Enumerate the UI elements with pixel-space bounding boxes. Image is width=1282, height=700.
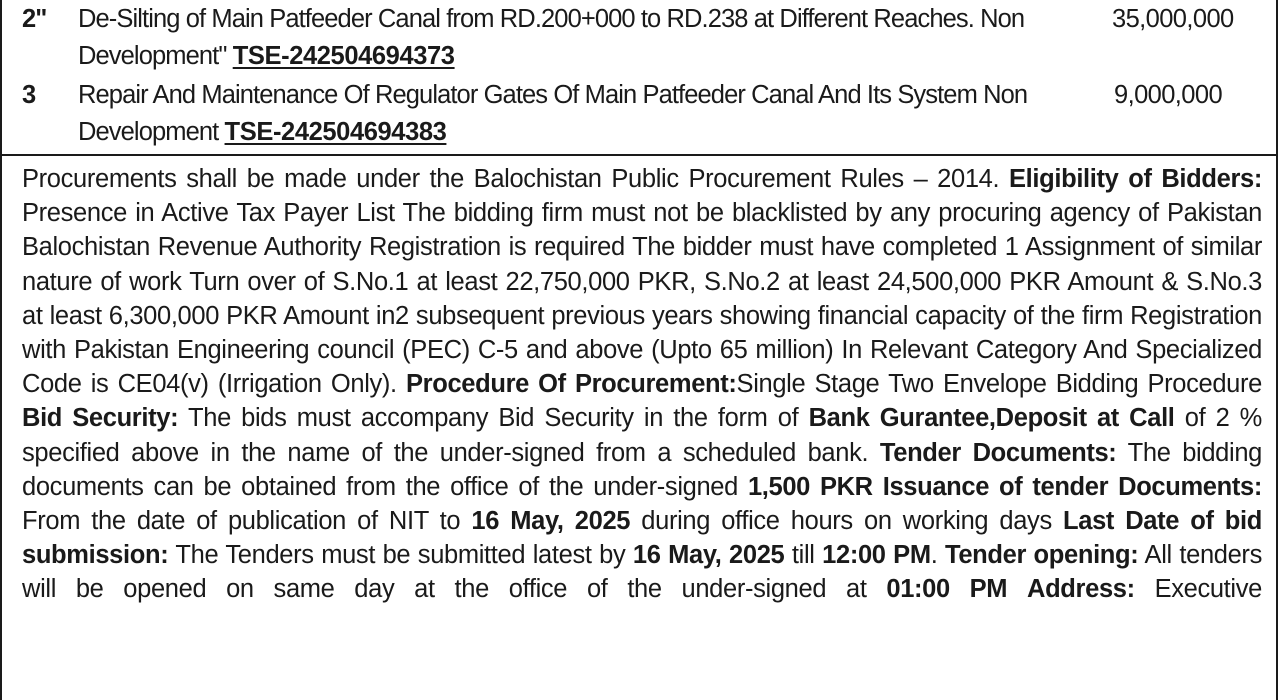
procedure-label: Procedure Of Procurement: — [406, 370, 737, 399]
address-label: Address: — [1027, 575, 1135, 604]
tender-opening-text: All tenders will be opened on same day at the office of the under-signed at — [22, 541, 1262, 604]
tender-opening-label: Tender opening: — [945, 541, 1139, 570]
last-date-date: 16 May, 2025 — [632, 541, 785, 570]
issuance-text-2: during office hours on working days — [641, 507, 1052, 536]
last-date-text: The Tenders must be submitted latest by — [175, 541, 626, 570]
tender-documents-label: Tender Documents: — [879, 438, 1117, 467]
tender-description — [78, 1, 1038, 75]
procurement-rules-text: Procurements shall be made under the Balochistan Public Procurement Rules – 2014. — [22, 165, 1000, 193]
issuance-label: Issuance of tender Documents: — [882, 472, 1262, 501]
bid-security-forms: Bank Gurantee,Deposit at Call — [808, 404, 1175, 433]
eligibility-text: Presence in Active Tax Payer List The bidding firm must not be blacklisted by any procuring agency of Pakistan Balochistan Revenue Authority Registration is required The bidder must have completed 1 Assignment of similar nature of work Turn over of S.No.1 at least 22,750,000 PKR, S.No.2 at least 24,500,000 PKR Amount & S.No.3 at least 6,300,000 PKR Amount in2 subsequent previous years showing financial capacity of the firm Registration with Pakistan Engineering council (PEC) C-5 and above (Upto 65 million) In Relevant Category And Specialized Code is CE04(v) (Irrigation Only). — [22, 199, 1262, 399]
tender-amount: 35,000,000 — [1112, 5, 1234, 33]
tender-id: TSE-242504694373 — [232, 42, 455, 70]
last-date-till: till — [791, 541, 815, 570]
tender-documents-fee: 1,500 PKR — [747, 472, 873, 501]
bid-security-text: The bids must accompany Bid Security in the form of — [188, 404, 799, 433]
tender-number: 3 — [22, 81, 36, 109]
tender-amount: 9,000,000 — [1114, 81, 1223, 109]
tender-number: 2" — [22, 5, 47, 33]
issuance-text: From the date of publication of NIT to — [22, 507, 461, 536]
bid-security-label: Bid Security: — [22, 404, 179, 433]
procedure-text: Single Stage Two Envelope Bidding Procedure — [736, 370, 1262, 399]
tender-opening-time: 01:00 PM — [886, 575, 1008, 604]
notice-body: Procurements shall be made under the Balochistan Public Procurement Rules – 2014. Eligibility of Bidders: Presence in Active Tax Payer List The bidding firm must not be blacklisted by any procuring agency of Pakistan Balochistan Revenue Authority Registration is required The bidder must have completed 1 Assignment of similar nature of work Turn over of S.No.1 at least 22,750,000 PKR, S.No.2 at least 24,500,000 PKR Amount & S.No.3 at least 6,300,000 PKR Amount in2 subsequent previous years showing financial capacity of the firm Registration with Pakistan Engineering council (PEC) C-5 and above (Upto 65 million) In Relevant Category And Specialized Code is CE04(v) (Irrigation Only). Procedure Of Procurement:Single Stage Two Envelope Bidding Procedure Bid Security: The bids must accompany Bid Security in the form of Bank Gurantee,Deposit at Call of 2 % specified above in the name of the under-signed from a scheduled bank. Tender Documents: The bidding documents can be obtained from the office of the under-signed 1,500 PKR Issuance of tender Documents: From the date of publication of NIT to 16 May, 2025 during office hours on working days Last Date of bid submission: The Tenders must be submitted latest by 16 May, 2025 till 12:00 PM. Tender opening: All tenders will be opened on same day at the office of the under-signed at 01:00 PM Address: Executive — [22, 165, 1262, 604]
tender-documents-text: The bidding documents can be obtained from the office of the under-signed — [22, 438, 1262, 501]
tender-id: TSE-242504694383 — [224, 118, 447, 146]
tender-description — [78, 77, 1038, 151]
last-date-time: 12:00 PM — [822, 541, 931, 570]
tender-description-text: Repair And Maintenance Of Regulator Gates Of Main Patfeeder Canal And Its System Non Development — [78, 81, 1028, 146]
address-text: Executive — [1154, 575, 1262, 604]
last-date-label: Last Date of bid submission: — [22, 507, 1262, 570]
tender-table — [2, 0, 1276, 156]
tender-description-text: De-Silting of Main Patfeeder Canal from RD.200+000 to RD.238 at Different Reaches. Non Development" — [78, 5, 1025, 70]
eligibility-label: Eligibility of Bidders: — [1009, 165, 1262, 193]
issuance-date: 16 May, 2025 — [471, 507, 631, 536]
bid-security-text-2: of 2 % specified above in the name of the under-signed from a scheduled bank. — [22, 404, 1262, 467]
